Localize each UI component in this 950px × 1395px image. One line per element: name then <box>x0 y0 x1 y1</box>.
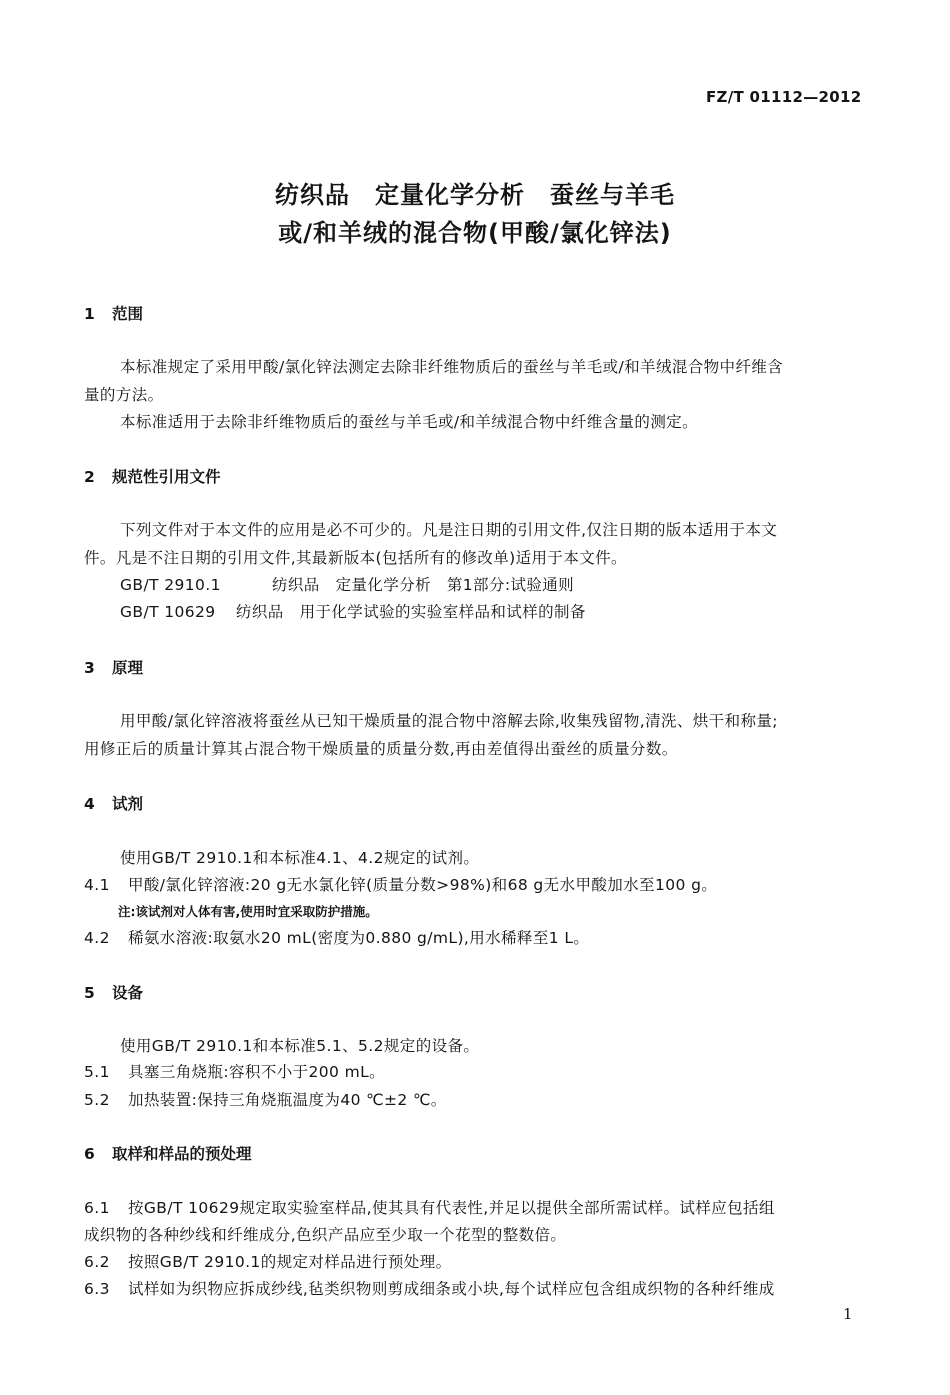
section-4-intro: 使用GB/T 2910.1和本标准4.1、4.2规定的试剂。 <box>120 849 480 867</box>
section-number: 4 <box>84 795 95 813</box>
section-title: 设备 <box>112 984 144 1002</box>
reference-item <box>120 600 586 622</box>
section-4-heading <box>84 792 143 814</box>
section-3-heading <box>84 656 143 678</box>
section-5-heading <box>84 981 143 1003</box>
section-1-paragraph-1b: 量的方法。 <box>84 386 164 404</box>
reference-code: GB/T 2910.1 <box>120 576 221 594</box>
section-3-paragraph-1a: 用甲酸/氯化锌溶液将蚕丝从已知干燥质量的混合物中溶解去除,收集残留物,清洗、烘干和称量; <box>120 712 778 730</box>
clause-number: 4.1 <box>84 876 110 894</box>
clause-5-1 <box>84 1060 385 1082</box>
section-title: 范围 <box>112 305 144 323</box>
clause-number: 5.1 <box>84 1063 110 1081</box>
clause-text: 按GB/T 10629规定取实验室样品,使其具有代表性,并足以提供全部所需试样。试样应包括组 <box>128 1199 775 1217</box>
section-title: 原理 <box>112 659 144 677</box>
section-4-note: 注:该试剂对人体有害,使用时宜采取防护措施。 <box>118 904 378 919</box>
section-2-paragraph-1a: 下列文件对于本文件的应用是必不可少的。凡是注日期的引用文件,仅注日期的版本适用于本文 <box>120 521 778 539</box>
section-number: 6 <box>84 1145 95 1163</box>
section-number: 2 <box>84 468 95 486</box>
clause-text: 甲酸/氯化锌溶液:20 g无水氯化锌(质量分数>98%)和68 g无水甲酸加水至100 g。 <box>128 876 718 894</box>
clause-6-1 <box>84 1196 775 1218</box>
clause-4-1 <box>84 873 717 895</box>
reference-title: 纺织品 定量化学分析 第1部分:试验通则 <box>272 576 575 594</box>
section-1-heading <box>84 302 143 324</box>
clause-5-2 <box>84 1088 447 1110</box>
document-title-line1: 纺织品 定量化学分析 蚕丝与羊毛 <box>275 181 675 209</box>
section-1-paragraph-1a: 本标准规定了采用甲酸/氯化锌法测定去除非纤维物质后的蚕丝与羊毛或/和羊绒混合物中纤维含 <box>120 358 784 376</box>
clause-text: 加热装置:保持三角烧瓶温度为40 ℃±2 ℃。 <box>128 1091 447 1109</box>
section-title: 试剂 <box>112 795 144 813</box>
page-number: 1 <box>843 1305 853 1323</box>
clause-text: 具塞三角烧瓶:容积不小于200 mL。 <box>128 1063 386 1081</box>
document-title-line2: 或/和羊绒的混合物(甲酸/氯化锌法) <box>278 219 672 247</box>
clause-text: 稀氨水溶液:取氨水20 mL(密度为0.880 g/mL),用水稀释至1 L。 <box>128 929 590 947</box>
clause-6-2 <box>84 1250 452 1272</box>
clause-number: 6.1 <box>84 1199 110 1217</box>
section-title: 规范性引用文件 <box>112 468 221 486</box>
section-3-paragraph-1b: 用修正后的质量计算其占混合物干燥质量的质量分数,再由差值得出蚕丝的质量分数。 <box>84 740 678 758</box>
reference-code: GB/T 10629 <box>120 603 216 621</box>
reference-title: 纺织品 用于化学试验的实验室样品和试样的制备 <box>236 603 586 621</box>
clause-number: 5.2 <box>84 1091 110 1109</box>
section-5-intro: 使用GB/T 2910.1和本标准5.1、5.2规定的设备。 <box>120 1037 480 1055</box>
clause-number: 4.2 <box>84 929 110 947</box>
section-title: 取样和样品的预处理 <box>112 1145 252 1163</box>
clause-6-3 <box>84 1277 775 1299</box>
clause-6-1-continued: 成织物的各种纱线和纤维成分,色织产品应至少取一个花型的整数倍。 <box>84 1226 567 1244</box>
section-2-paragraph-1b: 件。凡是不注日期的引用文件,其最新版本(包括所有的修改单)适用于本文件。 <box>84 549 627 567</box>
clause-number: 6.3 <box>84 1280 110 1298</box>
section-number: 1 <box>84 305 95 323</box>
reference-item <box>120 573 574 595</box>
clause-number: 6.2 <box>84 1253 110 1271</box>
section-6-heading <box>84 1142 252 1164</box>
section-1-paragraph-2: 本标准适用于去除非纤维物质后的蚕丝与羊毛或/和羊绒混合物中纤维含量的测定。 <box>120 413 699 431</box>
clause-4-2 <box>84 926 589 948</box>
clause-text: 按照GB/T 2910.1的规定对样品进行预处理。 <box>128 1253 452 1271</box>
section-number: 3 <box>84 659 95 677</box>
section-2-heading <box>84 465 221 487</box>
section-number: 5 <box>84 984 95 1002</box>
standard-code: FZ/T 01112—2012 <box>706 88 862 106</box>
clause-text: 试样如为织物应拆成纱线,毡类织物则剪成细条或小块,每个试样应包含组成织物的各种纤维成 <box>128 1280 775 1298</box>
